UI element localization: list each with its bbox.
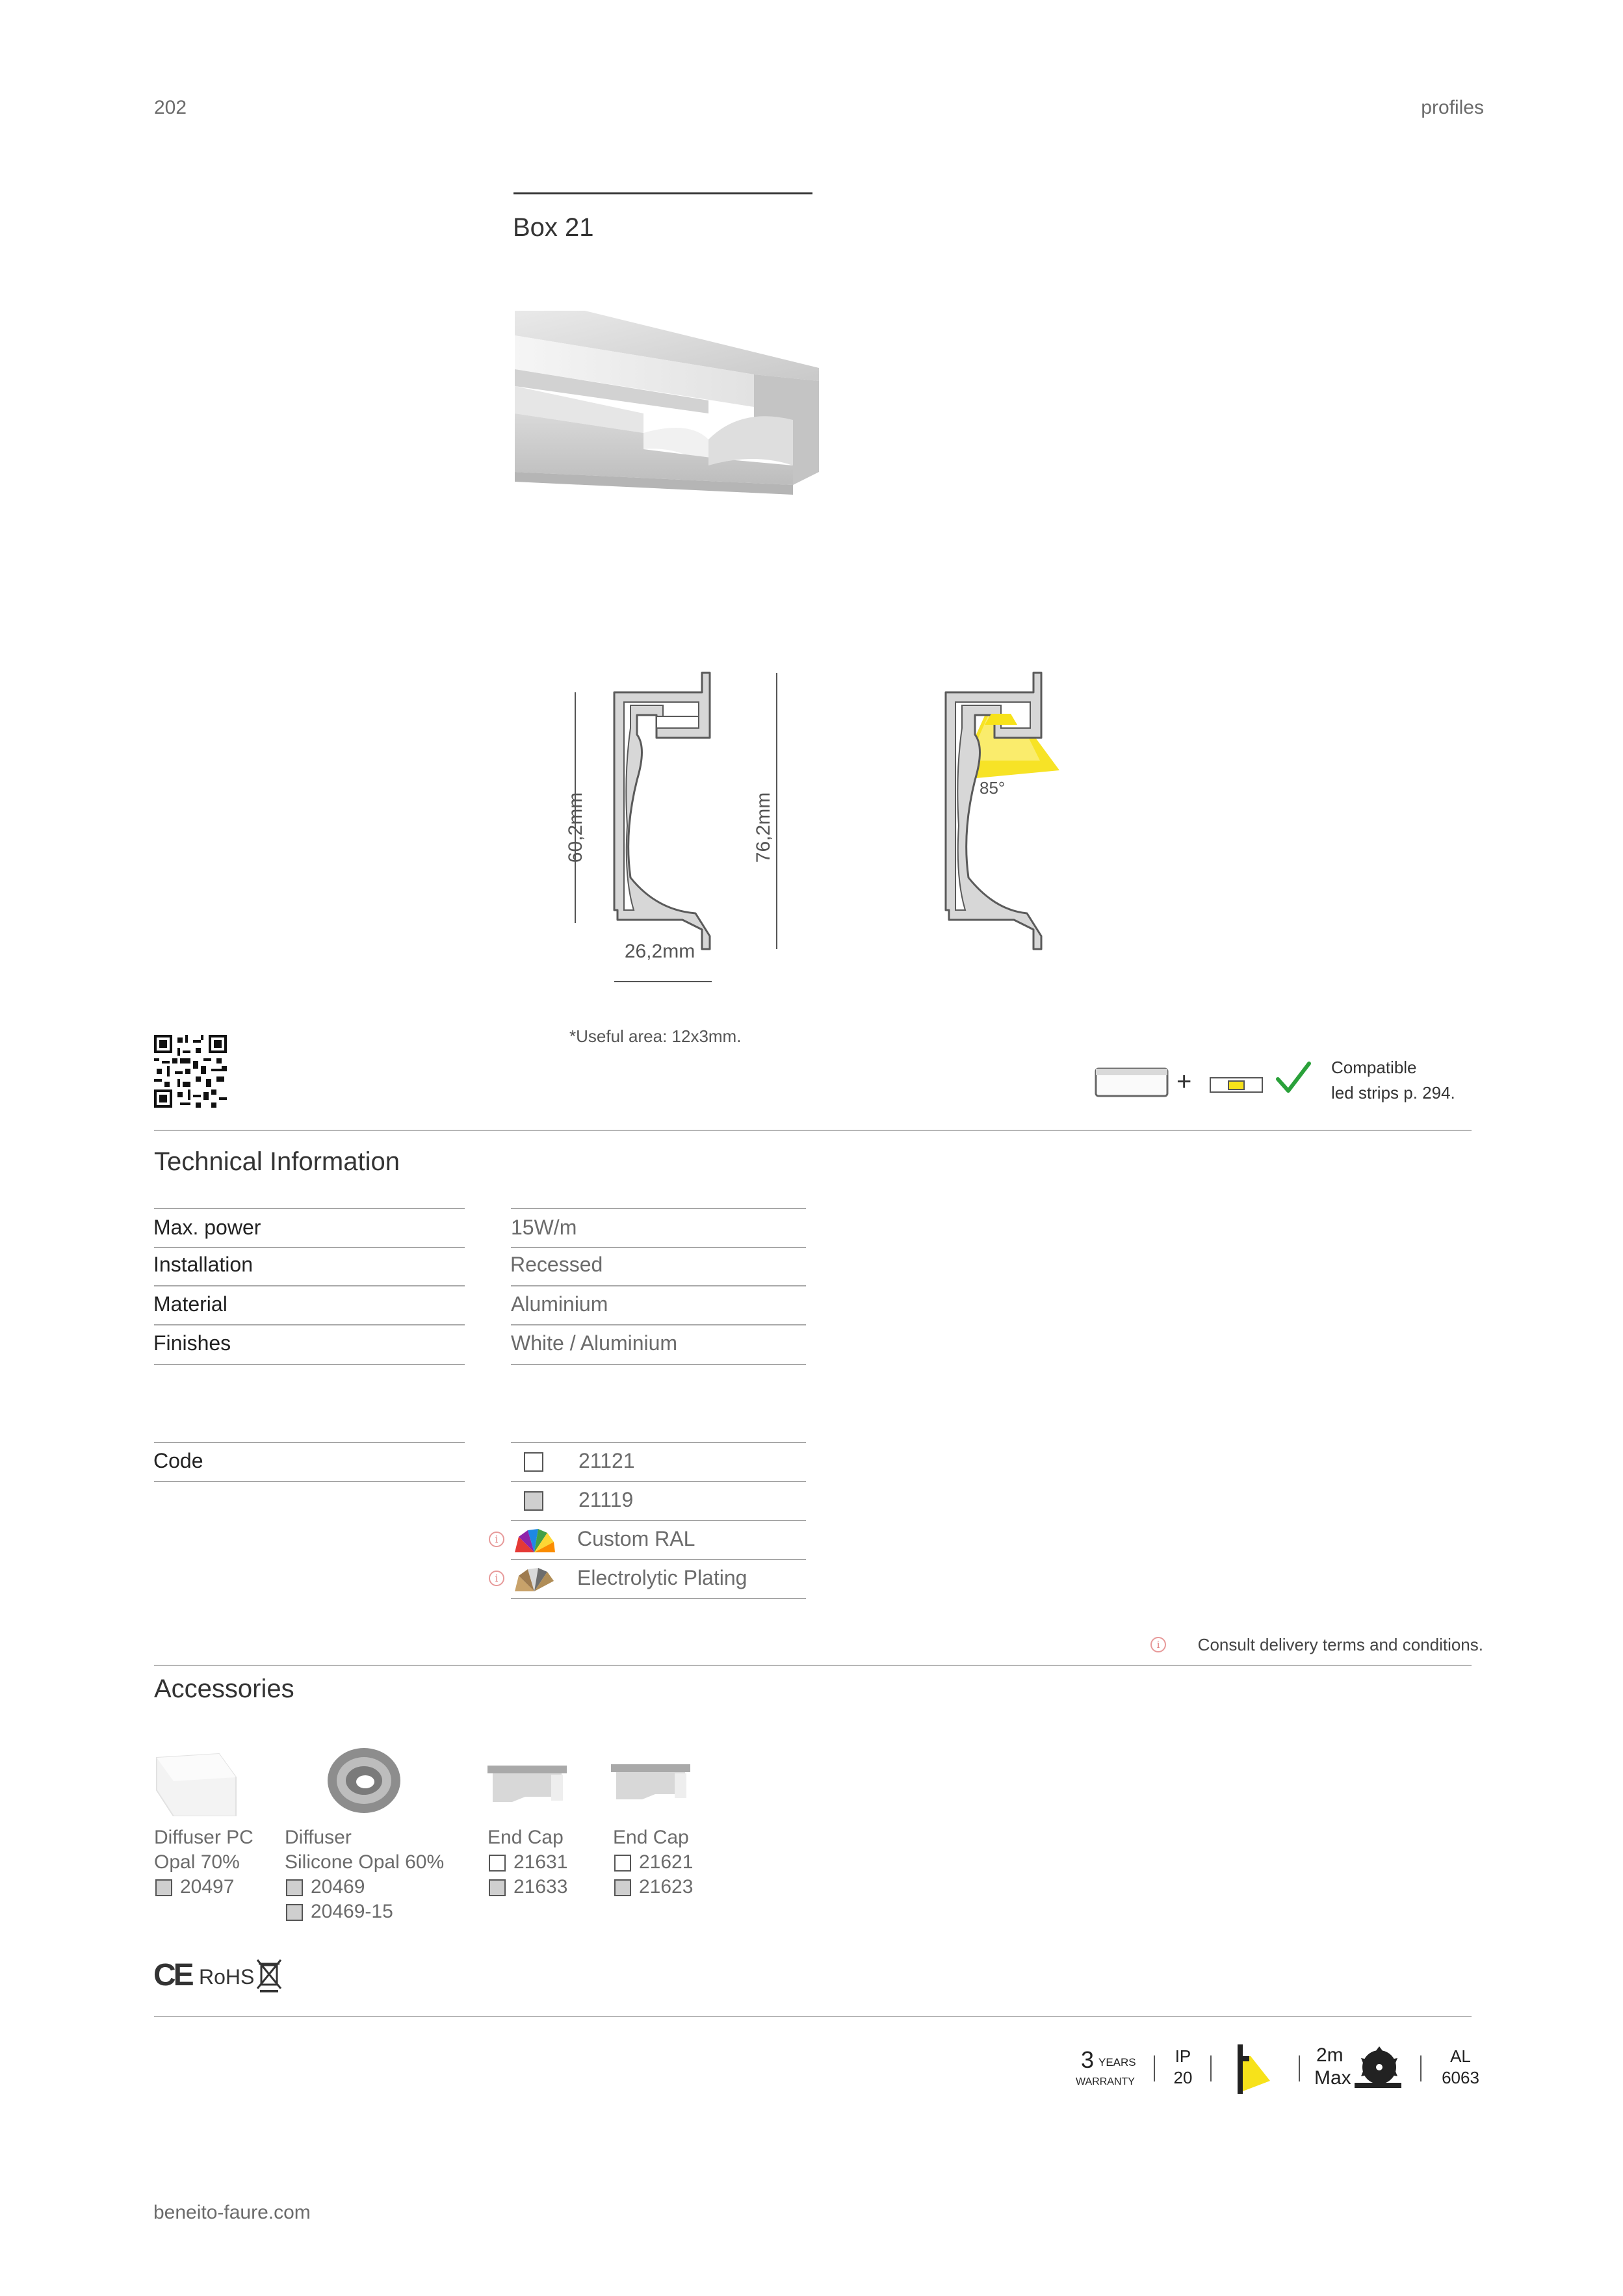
page-number: 202	[154, 97, 187, 118]
label-max-power: Max. power	[153, 1216, 261, 1239]
diffuser-silicone-image	[325, 1745, 403, 1816]
accessory-name-2: Silicone Opal 60%	[285, 1851, 445, 1873]
technical-title: Technical Information	[154, 1147, 400, 1176]
dimension-height-inner: 60,2mm	[565, 792, 586, 863]
warranty-number: 3	[1081, 2046, 1095, 2073]
divider-accessories	[154, 1665, 1472, 1666]
label-finishes: Finishes	[153, 1331, 231, 1355]
row-line	[154, 1324, 465, 1325]
divider-specs	[154, 2016, 1472, 2017]
white-finish-swatch	[524, 1452, 543, 1472]
ral-color-fan-icon	[512, 1528, 556, 1554]
divider-technical	[154, 1130, 1472, 1131]
ip-rating: 20	[1173, 2068, 1193, 2087]
max-length-label: Max	[1314, 2067, 1351, 2089]
spec-separator	[1154, 2055, 1155, 2081]
row-line	[154, 1481, 465, 1482]
accessory-code: 20469-15	[311, 1901, 393, 1922]
value-material: Aluminium	[511, 1292, 608, 1316]
row-line	[154, 1285, 465, 1286]
value-max-power: 15W/m	[511, 1216, 577, 1239]
row-line	[154, 1442, 465, 1443]
end-cap-image	[610, 1763, 692, 1802]
diffuser-pc-image	[154, 1751, 239, 1816]
beam-angle-label: 85°	[980, 778, 1006, 798]
check-icon	[1274, 1058, 1313, 1097]
accessory-name: End Cap	[487, 1827, 564, 1848]
row-line	[154, 1208, 465, 1209]
white-finish-swatch	[614, 1855, 631, 1872]
row-line	[511, 1208, 806, 1209]
spec-separator	[1299, 2055, 1300, 2081]
aluminium-finish-swatch	[155, 1879, 172, 1896]
ip-label: IP	[1175, 2046, 1191, 2066]
value-installation: Recessed	[510, 1253, 603, 1276]
recessed-light-icon	[1235, 2042, 1274, 2096]
accessory-code: 21633	[513, 1876, 568, 1898]
dimension-height-outer: 76,2mm	[753, 792, 774, 863]
accessory-name-2: Opal 70%	[154, 1851, 240, 1873]
accessory-code: 21621	[639, 1851, 694, 1873]
accessory-name: Diffuser	[285, 1827, 352, 1848]
saw-cut-icon	[1353, 2045, 1403, 2092]
end-cap-image	[486, 1764, 568, 1803]
label-code: Code	[153, 1449, 203, 1472]
spec-separator	[1420, 2055, 1422, 2081]
row-line	[511, 1598, 806, 1599]
row-line	[511, 1247, 806, 1248]
consult-note[interactable]: Consult delivery terms and conditions.	[1197, 1635, 1483, 1654]
label-installation: Installation	[153, 1253, 253, 1276]
accessory-code: 21631	[513, 1851, 568, 1873]
white-finish-swatch	[489, 1855, 506, 1872]
code-white: 21121	[578, 1449, 635, 1472]
useful-area-note: *Useful area: 12x3mm.	[569, 1026, 742, 1046]
product-photo	[513, 309, 819, 556]
warranty-years: YEARS	[1098, 2056, 1136, 2068]
info-icon[interactable]: i	[489, 1532, 504, 1547]
row-line	[511, 1520, 806, 1521]
accessory-code: 21623	[639, 1876, 694, 1898]
dimension-width: 26,2mm	[624, 941, 695, 962]
value-finishes: White / Aluminium	[511, 1331, 678, 1355]
row-line	[511, 1481, 806, 1482]
alloy-label: AL	[1450, 2046, 1471, 2066]
accessory-name: End Cap	[613, 1827, 689, 1848]
plating-swatch-icon	[512, 1567, 556, 1593]
accessories-title: Accessories	[154, 1675, 294, 1703]
profile-icon	[1094, 1066, 1169, 1099]
max-length: 2m	[1316, 2044, 1344, 2066]
accessory-code: 20469	[311, 1876, 365, 1898]
row-line	[511, 1324, 806, 1325]
section-label: profiles	[1421, 97, 1484, 118]
warranty-label: WARRANTY	[1076, 2076, 1135, 2087]
row-line	[511, 1364, 806, 1365]
custom-ral-label: Custom RAL	[577, 1527, 695, 1550]
row-line	[511, 1559, 806, 1560]
spec-separator	[1210, 2055, 1212, 2081]
code-aluminium: 21119	[578, 1488, 634, 1511]
info-icon[interactable]: i	[489, 1571, 504, 1586]
aluminium-finish-swatch	[524, 1491, 543, 1511]
accessory-code: 20497	[180, 1876, 235, 1898]
product-title: Box 21	[513, 213, 594, 242]
rohs-mark: RoHS	[199, 1965, 255, 1989]
compatible-link[interactable]: led strips p. 294.	[1331, 1083, 1455, 1102]
weee-bin-icon	[255, 1957, 283, 1994]
electrolytic-plating-label: Electrolytic Plating	[577, 1566, 747, 1589]
led-strip-icon	[1209, 1074, 1264, 1096]
aluminium-finish-swatch	[489, 1879, 506, 1896]
aluminium-finish-swatch	[614, 1879, 631, 1896]
aluminium-finish-swatch	[286, 1879, 303, 1896]
label-material: Material	[153, 1292, 227, 1316]
plus-sign: +	[1176, 1067, 1192, 1096]
row-line	[511, 1442, 806, 1443]
compatible-line1: Compatible	[1331, 1058, 1417, 1077]
qr-code[interactable]	[154, 1035, 227, 1108]
ce-mark: CE	[153, 1958, 192, 1992]
alloy-value: 6063	[1442, 2068, 1479, 2087]
row-line	[511, 1285, 806, 1286]
title-rule	[513, 192, 812, 194]
beam-angle-drawing	[929, 663, 1098, 962]
row-line	[154, 1247, 465, 1248]
info-icon[interactable]: i	[1150, 1637, 1166, 1652]
row-line	[154, 1364, 465, 1365]
aluminium-finish-swatch	[286, 1904, 303, 1921]
website-link[interactable]: beneito-faure.com	[153, 2202, 311, 2223]
accessory-name: Diffuser PC	[154, 1827, 253, 1848]
